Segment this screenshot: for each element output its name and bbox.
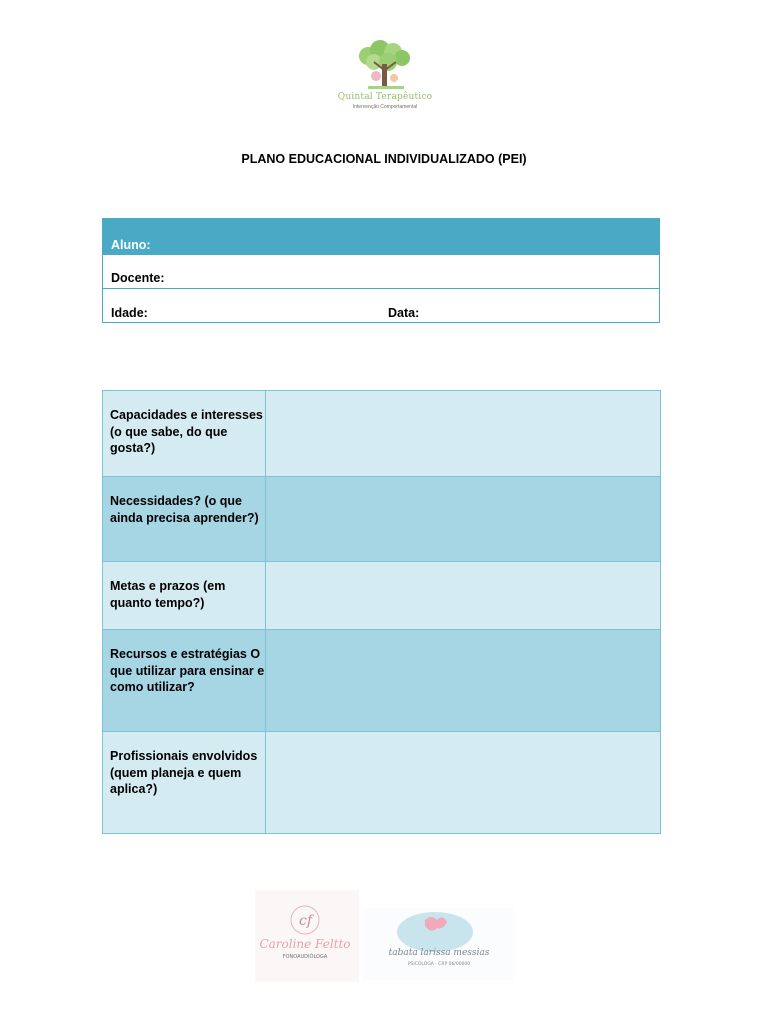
right-signature-role: PSICÓLOGA · CRP 06/00000 [407,962,471,967]
row-value-cell[interactable] [266,477,661,562]
idade-data-row[interactable] [103,289,659,323]
table-row [103,732,661,834]
idade-label: Idade: [111,306,148,320]
row-value-cell[interactable] [266,732,661,834]
document-title: PLANO EDUCACIONAL INDIVIDUALIZADO (PEI) [241,152,527,166]
logo-subtitle: Intervenção Comportamental [352,104,418,110]
aluno-row[interactable] [103,219,659,255]
row-label: Metas e prazos (em quanto tempo?) [110,579,226,610]
row-label: Necessidades? (o que ainda precisa aprender?) [110,494,259,525]
logo-name: Quintal Terapêutico [337,92,433,102]
docente-row[interactable] [103,255,659,289]
row-value-cell[interactable] [266,391,661,477]
left-signature-role: FONOAUDIÓLOGA [282,954,328,960]
professional-signatures [255,890,515,984]
row-value-cell[interactable] [266,630,661,732]
student-info-box [102,218,660,323]
pei-table [102,390,661,834]
table-row [103,562,661,630]
row-label-cell [103,732,266,834]
table-row [103,477,661,562]
svg-text:cf: cf [299,913,313,929]
row-label: Capacidades e interesses (o que sabe, do que gosta?) [110,408,263,456]
aluno-label: Aluno: [111,238,151,252]
row-label-cell [103,562,266,630]
docente-label: Docente: [111,271,165,285]
row-label-cell [103,477,266,562]
signature-logos-icon [255,890,515,984]
table-row [103,630,661,732]
row-label: Recursos e estratégias O que utilizar para ensinar e como utilizar? [110,647,265,695]
left-signature-name: Caroline Feltto [259,937,351,951]
table-row [103,391,661,477]
right-signature-name: tabata larissa messias [388,948,490,958]
data-label: Data: [388,306,420,320]
row-label-cell [103,391,266,477]
row-value-cell[interactable] [266,562,661,630]
row-label-cell [103,630,266,732]
row-label: Profissionais envolvidos (quem planeja e quem aplica?) [110,749,258,797]
